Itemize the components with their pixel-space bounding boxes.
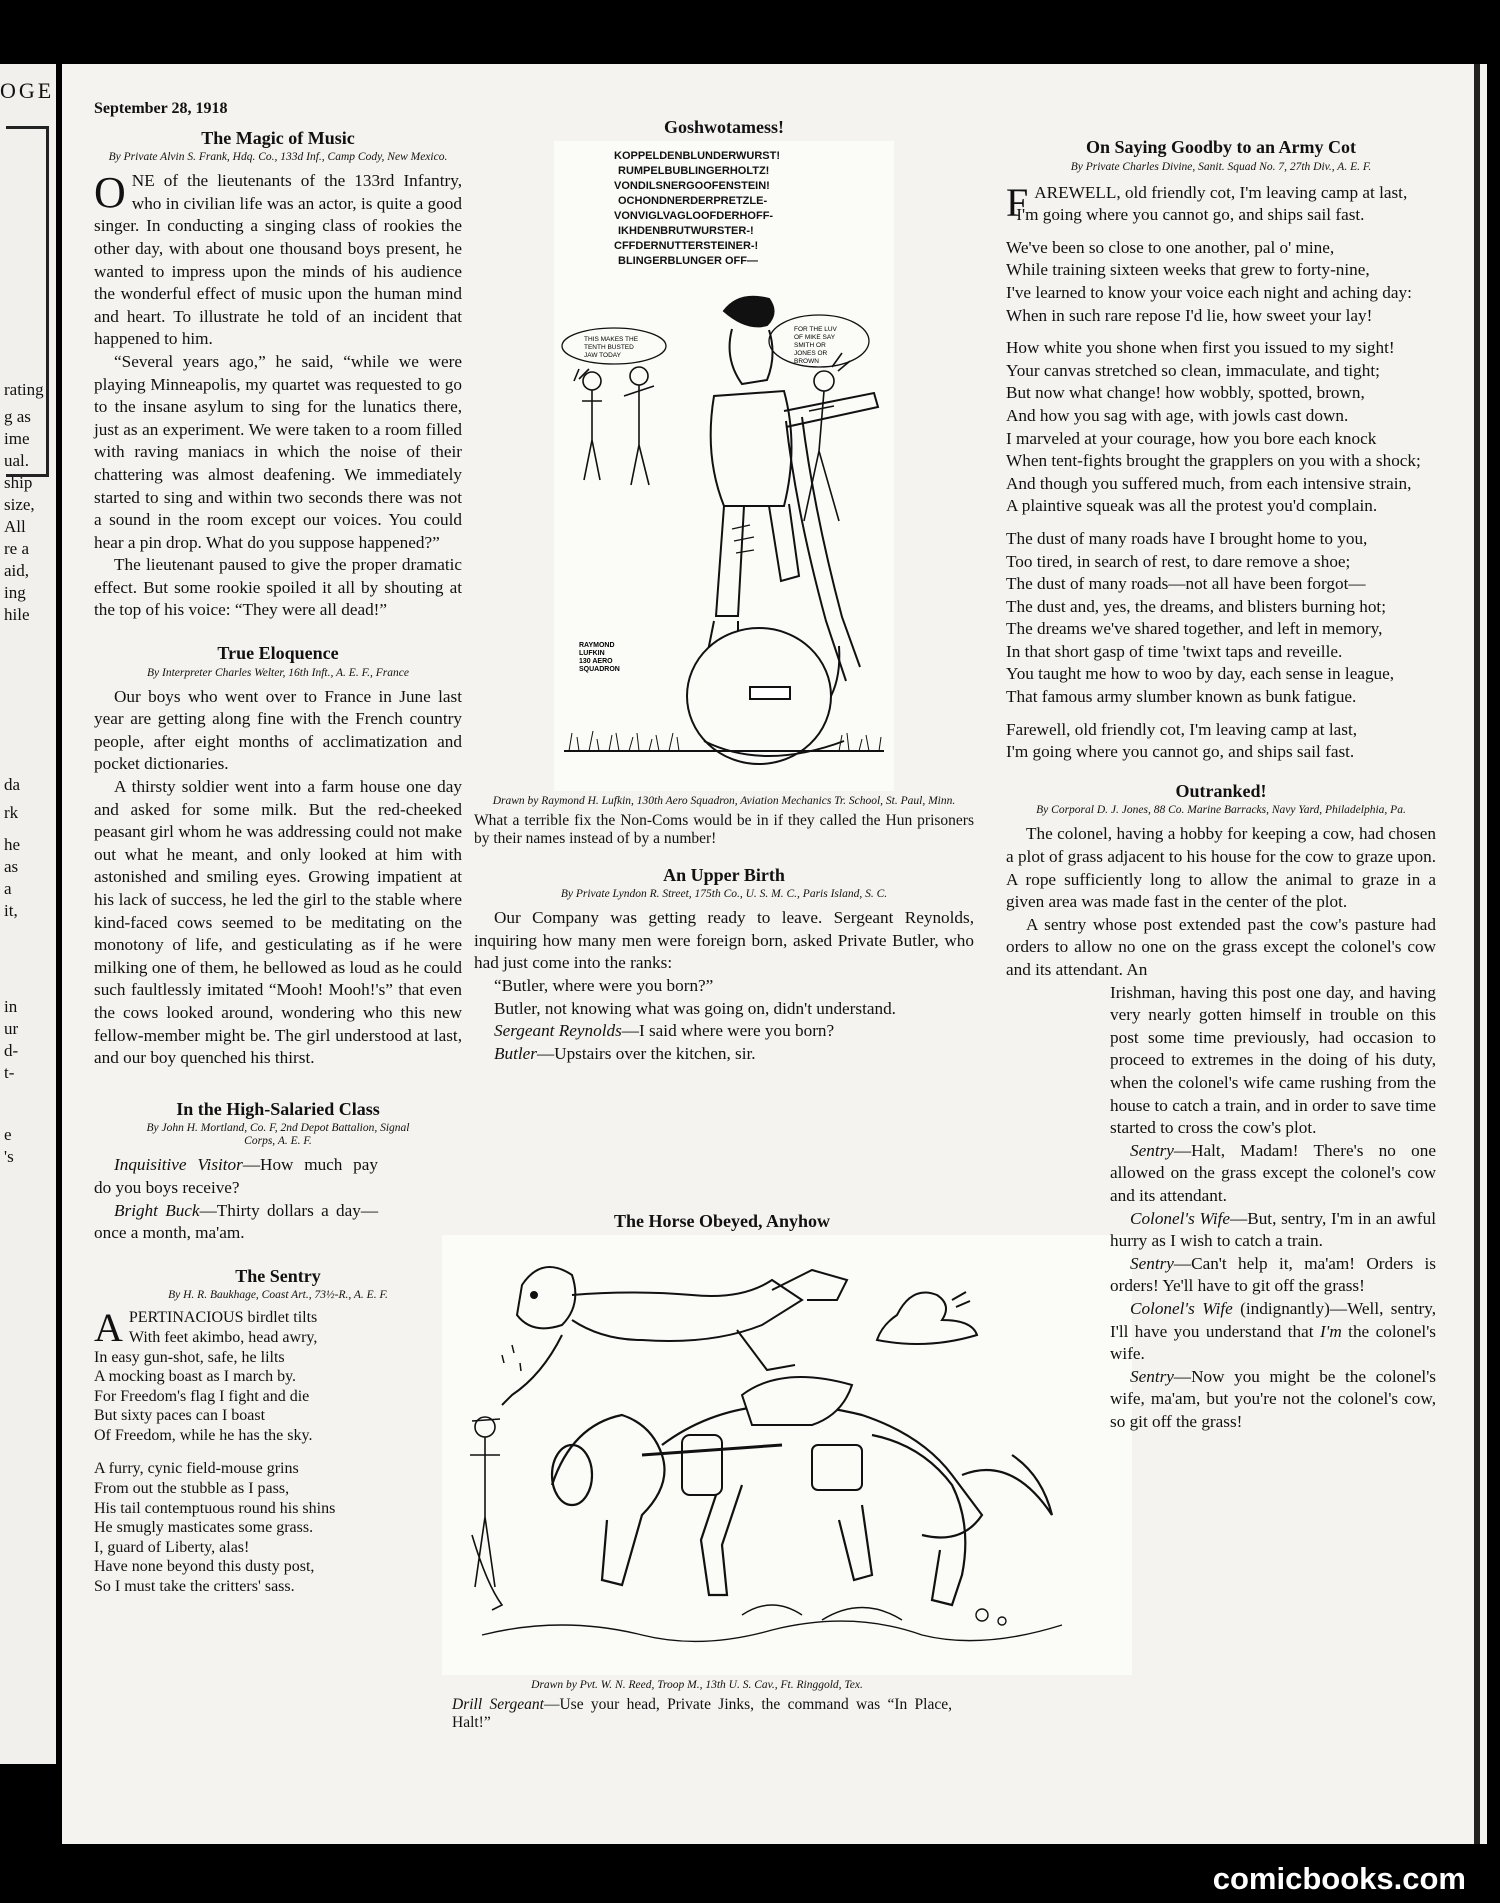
gosh-text: What a terrible fix the Non-Coms would be in if they called the Hun prisoners by their names instead of by a number! bbox=[474, 811, 974, 847]
dropcap-o: O bbox=[94, 168, 126, 218]
sentry-stanza-1-line: With feet akimbo, head awry, bbox=[128, 1328, 318, 1346]
eloquence-title: True Eloquence bbox=[217, 643, 339, 664]
sentry-stanza-2-line: His tail contemptuous round his shins bbox=[94, 1499, 336, 1517]
outranked-line-4: Colonel's Wife (indignantly)—Well, sentry, I'll have you understand that I'm the colonel's wife. bbox=[1110, 1298, 1436, 1364]
cot-title: On Saying Goodby to an Army Cot bbox=[1085, 137, 1357, 157]
salaried-question: Inquisitive Visitor—How much pay do you boys receive? bbox=[94, 1155, 378, 1197]
sentry-stanza-1-line: Of Freedom, while he has the sky. bbox=[94, 1426, 313, 1444]
dropcap-f: F bbox=[1006, 179, 1029, 225]
outranked-line-5: Sentry—Now you might be the colonel's wife, ma'am, but you're not the colonel's cow, so git off the grass! bbox=[1110, 1366, 1436, 1431]
previous-page-fragment: t- bbox=[4, 1063, 15, 1082]
gosh-name-line: BLINGERBLUNGER OFF— bbox=[618, 254, 758, 267]
gosh-name-line: VONDILSNERGOOFENSTEIN! bbox=[614, 179, 770, 192]
gosh-title: Goshwotamess! bbox=[664, 117, 784, 137]
magic-paragraph-2: “Several years ago,” he said, “while we were playing Minneapolis, my quartet was requested to go to the insane asylum to sing for the lunatics there, just as an experiment. We were taken to a room filled with raving maniacs in which the noise of their chattering was almost deafening. We immediately started to sing and within two seconds there was not a sound in the room except our voices. You could hear a pin drop. What do you suppose happened?” bbox=[94, 351, 462, 552]
magazine-page bbox=[62, 64, 1487, 1844]
salaried-answer: Bright Buck—Thirty dollars a day—once a month, ma'am. bbox=[94, 1200, 379, 1243]
previous-page-fragment: ime bbox=[4, 429, 30, 448]
gosh-name-line: RUMPELBUBLINGERHOLTZ! bbox=[618, 164, 770, 177]
birth-paragraph-3: Butler, not knowing what was going on, didn't understand. bbox=[494, 998, 896, 1018]
cot-poem-line: FAREWELL, old friendly cot, I'm leaving camp at last, bbox=[1006, 179, 1408, 225]
previous-page-title: OGE bbox=[0, 78, 55, 103]
previous-page-fragment: ing bbox=[4, 583, 26, 602]
birth-title: An Upper Birth bbox=[663, 864, 785, 885]
bucking-horse bbox=[552, 1405, 1052, 1605]
previous-page-fragment: rating bbox=[4, 380, 44, 399]
outranked-line-1: Sentry—Halt, Madam! There's no one allowed on the grass except the colonel's cow and its attendant. bbox=[1110, 1140, 1436, 1205]
cot-poem-line: And how you sag with age, with jowls cast down. bbox=[1006, 405, 1349, 425]
column-3 bbox=[1006, 130, 1436, 1433]
previous-page-fragment: d- bbox=[4, 1041, 19, 1060]
horse-title: The Horse Obeyed, Anyhow bbox=[613, 1211, 831, 1231]
right-soldier bbox=[804, 353, 850, 521]
cot-poem-line: I marveled at your courage, how you bore each knock bbox=[1006, 428, 1377, 448]
dropcap-a: A bbox=[94, 1305, 123, 1351]
page-date: September 28, 1918 bbox=[94, 100, 228, 117]
outranked-line-3: Sentry—Can't help it, ma'am! Orders is orders! Ye'll have to git off the grass! bbox=[1110, 1253, 1436, 1296]
cot-poem-line: But now what change! how wobbly, spotted, brown, bbox=[1006, 383, 1365, 403]
gosh-name-line: OCHONDNERDERPRETZLE- bbox=[618, 194, 768, 207]
previous-page-fragment: a bbox=[4, 879, 12, 898]
magic-p1-text: NE of the lieutenants of the 133rd Infantry, who in civilian life was an actor, is quite a good singer. In conducting a singing class of rookies the other day, with about one thousand boys present, he wanted to impress upon the minds of his audience the wonderful effect of music upon the human mind and heart. To illustrate he told of an incident that happened to him. bbox=[94, 171, 462, 349]
previous-page-fragment: hile bbox=[4, 605, 30, 624]
cot-poem-line: Farewell, old friendly cot, I'm leaving camp at last, bbox=[1006, 719, 1358, 739]
cot-poem-line: Too tired, in search of rest, to dare remove a shoe; bbox=[1006, 551, 1351, 571]
site-watermark: comicbooks.com bbox=[1212, 1861, 1466, 1896]
sergeant-figure bbox=[704, 296, 878, 670]
bubble-right-text: FOR THE LUV OF MIKE SAY SMITH OR JONES OR BROWN bbox=[794, 325, 837, 365]
cot-poem-line: The dust of many roads have I brought home to you, bbox=[1006, 528, 1368, 548]
sentry-stanza-2-line: He smugly masticates some grass. bbox=[94, 1519, 314, 1537]
previous-page-fragment: 's bbox=[4, 1147, 14, 1166]
left-soldiers bbox=[574, 367, 654, 485]
outranked-indented-block bbox=[1006, 982, 1436, 1434]
previous-page-fragment: All bbox=[4, 517, 26, 536]
outranked-title: Outranked! bbox=[1175, 780, 1267, 801]
cot-byline: By Private Charles Divine, Sanit. Squad No. 7, 27th Div., A. E. F. bbox=[1070, 160, 1372, 173]
eloquence-paragraph-1: Our boys who went over to France in June last year are getting along fine with the French country people, after eight months of acclimatization and pocket dictionaries. bbox=[94, 686, 462, 774]
sentry-stanza-2-line: From out the stubble as I pass, bbox=[94, 1480, 290, 1498]
sentry-poem bbox=[94, 1305, 462, 1596]
cot-poem-line: I'm going where you cannot go, and ships sail fast. bbox=[1016, 205, 1365, 225]
salaried-byline: By John H. Mortland, Co. F, 2nd Depot Battalion, Signal Corps, A. E. F. bbox=[146, 1122, 410, 1148]
previous-page-edge bbox=[0, 64, 56, 1764]
sentry-poem-byline: By H. R. Baukhage, Coast Art., 73½-R., A. E. F. bbox=[168, 1289, 388, 1302]
cot-poem-line: Your canvas stretched so clean, immaculate, and tight; bbox=[1006, 360, 1380, 380]
cot-poem-line: And though you suffered much, from each intensive strain, bbox=[1006, 473, 1412, 493]
small-soldier bbox=[470, 1417, 502, 1610]
outranked-byline: By Corporal D. J. Jones, 88 Co. Marine Barracks, Navy Yard, Philadelphia, Pa. bbox=[1036, 804, 1406, 817]
cot-poem-line: When in such rare repose I'd lie, how sweet your lay! bbox=[1006, 305, 1373, 325]
cot-poem-line: A plaintive squeak was all the protest you'd complain. bbox=[1006, 496, 1378, 516]
column-1 bbox=[94, 94, 462, 1597]
previous-page-fragment: in bbox=[4, 997, 18, 1016]
gosh-name-line: CFFDERNUTTERSTEINER-! bbox=[614, 239, 759, 252]
cot-poem-line: I've learned to know your voice each night and aching day: bbox=[1006, 282, 1412, 302]
dust-ground bbox=[482, 1605, 1062, 1641]
horse-quote: Drill Sergeant—Use your head, Private Jinks, the command was “In Place, Halt!” bbox=[452, 1695, 952, 1731]
previous-page-fragment: it, bbox=[4, 901, 18, 920]
sentry-stanza-1-line: A mocking boast as I march by. bbox=[94, 1368, 297, 1386]
outranked-paragraph-2a: A sentry whose post extended past the cow's pasture had orders to allow no one on the grass except the colonel's cow and its attendant. An bbox=[1006, 914, 1436, 979]
goshwotamess-cartoon bbox=[554, 141, 894, 791]
eloquence-paragraph-2: A thirsty soldier went into a farm house one day and asked for some milk. But the red-cheeked peasant girl whom he was addressing could not make out what he meant, and only looked at him with astonished and smiling eyes. Growing impatient at his lack of success, he led the girl to the stable where kind-faced cows seemed to be meditating on the monotony of life, and gesticulating as if he were milking one of them, he bellowed as loud as he could such faultlessly imitated “Mooh! Mooh!'s” that even the cows looked around, wondering who this new fellow-member might be. The girl understood at last, and our boy quenched his thirst. bbox=[94, 777, 462, 1068]
gosh-name-line: IKHDENBRUTWURSTER-! bbox=[618, 224, 754, 237]
cot-poem-line: You taught me how to woo by day, each sense in league, bbox=[1006, 664, 1395, 684]
salaried-title: In the High-Salaried Class bbox=[176, 1098, 380, 1119]
previous-page-fragment: da bbox=[4, 775, 21, 794]
sentry-stanza-1-line: But sixty paces can I boast bbox=[94, 1407, 266, 1425]
eloquence-byline: By Interpreter Charles Welter, 16th Inft., A. E. F., France bbox=[147, 666, 409, 679]
cot-poem-line: I'm going where you cannot go, and ships sail fast. bbox=[1006, 742, 1355, 762]
birth-paragraph-1: Our Company was getting ready to leave. Sergeant Reynolds, inquiring how many men were foreign born, asked Private Butler, who had just come into the ranks: bbox=[474, 908, 974, 973]
sentry-stanza-2-line: A furry, cynic field-mouse grins bbox=[94, 1460, 299, 1478]
sentry-stanza-1-line: PERTINACIOUS birdlet tilts bbox=[128, 1309, 318, 1327]
cot-poem-line: The dreams we've shared together, and left in memory, bbox=[1006, 619, 1383, 639]
previous-page-fragment: rk bbox=[4, 803, 19, 822]
sentry-stanza-2-line: So I must take the critters' sass. bbox=[94, 1578, 295, 1596]
birth-paragraph-2: “Butler, where were you born?” bbox=[494, 975, 714, 995]
horse-caption: Drawn by Pvt. W. N. Reed, Troop M., 13th U. S. Cav., Ft. Ringgold, Tex. bbox=[531, 1678, 863, 1691]
birth-butler-line: Butler—Upstairs over the kitchen, sir. bbox=[494, 1043, 756, 1063]
outranked-line-2: Colonel's Wife—But, sentry, I'm in an awful hurry as I wish to catch a train. bbox=[1110, 1208, 1436, 1251]
sentry-stanza-1-line: For Freedom's flag I fight and die bbox=[94, 1387, 310, 1405]
gosh-signature: RAYMOND LUFKIN 130 AERO SQUADRON bbox=[579, 641, 620, 673]
cot-poem-line: In that short gasp of time 'twixt taps and reveille. bbox=[1006, 641, 1343, 661]
birth-byline: By Private Lyndon R. Street, 175th Co., U. S. M. C., Paris Island, S. C. bbox=[560, 888, 888, 901]
previous-page-fragment: size, bbox=[4, 495, 35, 514]
previous-page-fragment: aid, bbox=[4, 561, 30, 580]
sentry-poem-title: The Sentry bbox=[235, 1265, 321, 1286]
previous-page-fragment: he bbox=[4, 835, 21, 854]
magic-paragraph-1 bbox=[94, 170, 462, 351]
cot-poem-line: When tent-fights brought the grapplers on you with a shock; bbox=[1006, 451, 1421, 471]
previous-page-fragment: re a bbox=[4, 539, 30, 558]
magic-byline: By Private Alvin S. Frank, Hdq. Co., 133d Inf., Camp Cody, New Mexico. bbox=[108, 151, 448, 164]
previous-page-fragment: as bbox=[4, 857, 19, 876]
magic-paragraph-3: The lieutenant paused to give the proper dramatic effect. But some rookie spoiled it all by shouting at the top of his voice: “They were all dead!” bbox=[94, 555, 462, 620]
outranked-paragraph-2b: Irishman, having this post one day, and having very nearly gotten himself in trouble on this post some time previously, had occasion to proceed to extremes in the doing of his duty, when the colonel's wife came rushing from the house to catch a train, and in order to save time started to cross the cow's plot. bbox=[1110, 982, 1436, 1138]
cot-poem bbox=[1006, 179, 1436, 764]
cot-poem-line: The dust of many roads—not all have been forgot— bbox=[1006, 574, 1366, 594]
bubble-left-text: THIS MAKES THE TENTH BUSTED JAW TODAY bbox=[584, 335, 639, 359]
previous-page-fragment: ual. bbox=[4, 451, 30, 470]
previous-page-fragment: e bbox=[4, 1125, 12, 1144]
column-2 bbox=[474, 110, 974, 1065]
gosh-name-line: KOPPELDENBLUNDERWURST! bbox=[614, 149, 781, 162]
gosh-caption: Drawn by Raymond H. Lufkin, 130th Aero Squadron, Aviation Mechanics Tr. School, St. Paul, Minn. bbox=[492, 794, 956, 807]
magic-title: The Magic of Music bbox=[201, 127, 355, 148]
sentry-stanza-2-line: I, guard of Liberty, alas! bbox=[94, 1538, 250, 1556]
sentry-stanza-1-line: In easy gun-shot, safe, he lilts bbox=[94, 1348, 285, 1366]
previous-page-fragment: ship bbox=[4, 473, 33, 492]
outranked-paragraph-1: The colonel, having a hobby for keeping a cow, had chosen a plot of grass adjacent to his house for the cow to graze upon. A rope sufficiently long to allow the animal to graze in a given area was made fast in the center of the plot. bbox=[1006, 824, 1436, 912]
flying-hat bbox=[877, 1292, 977, 1344]
cot-poem-line: The dust and, yes, the dreams, and blisters burning hot; bbox=[1006, 596, 1386, 616]
birth-sergeant-line: Sergeant Reynolds—I said where were you born? bbox=[494, 1021, 835, 1041]
cot-poem-line: That famous army slumber known as bunk fatigue. bbox=[1006, 687, 1357, 707]
gosh-name-line: VONVIGLVAGLOOFDERHOFF- bbox=[614, 209, 774, 222]
page-gutter bbox=[1474, 64, 1480, 1844]
sentry-stanza-2-line: Have none beyond this dusty post, bbox=[94, 1558, 315, 1576]
cot-poem-line: How white you shone when first you issued to my sight! bbox=[1006, 338, 1395, 358]
previous-page-fragment: g as bbox=[4, 407, 31, 426]
cot-poem-line: We've been so close to one another, pal o' mine, bbox=[1006, 237, 1335, 257]
previous-page-fragment: ur bbox=[4, 1019, 19, 1038]
cot-poem-line: While training sixteen weeks that grew to forty-nine, bbox=[1006, 260, 1370, 280]
